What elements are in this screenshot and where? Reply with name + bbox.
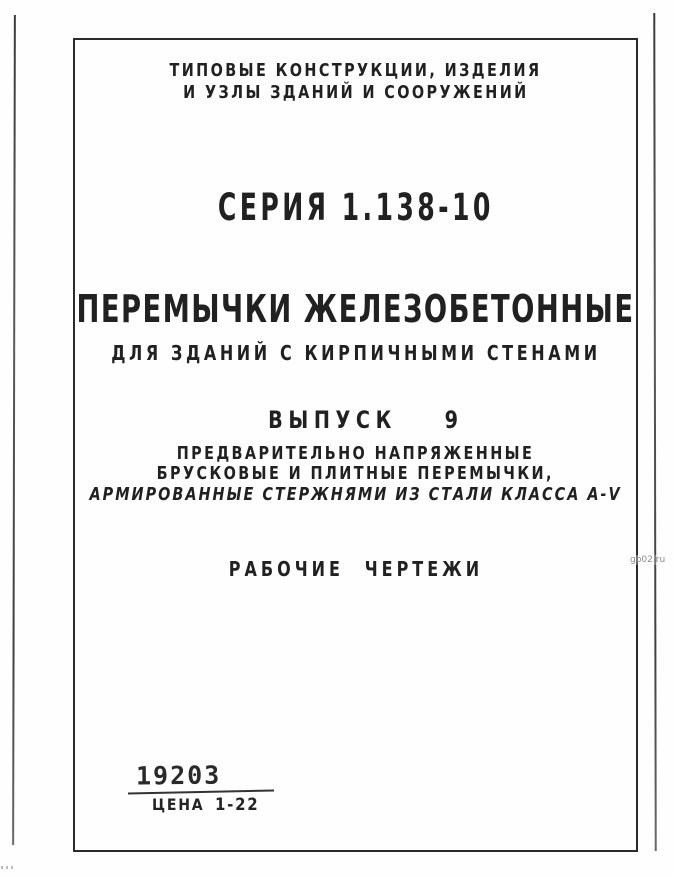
header-line-2 (73, 82, 638, 103)
document-type-line (73, 557, 638, 581)
price-value: 1-22 (214, 795, 260, 815)
issue-description-line-3 (73, 484, 638, 505)
document-title-text: ПЕРЕМЫЧКИ ЖЕЛЕЗОБЕТОННЫЕ (76, 287, 635, 331)
issue-line (73, 406, 638, 434)
scan-noise (1, 866, 15, 869)
document-subtitle (73, 341, 638, 365)
price-line (152, 795, 259, 815)
issue-description-line-1 (73, 443, 638, 464)
series-number (73, 186, 638, 229)
price-label: ЦЕНА (152, 795, 205, 814)
issue-description-line-3-text: АРМИРОВАННЫЕ СТЕРЖНЯМИ ИЗ СТАЛИ КЛАССА А-V (89, 484, 622, 505)
series-number-text: СЕРИЯ 1.138-10 (217, 186, 494, 229)
stamp-number: 19203 (135, 760, 222, 791)
document-type-text: РАБОЧИЕ ЧЕРТЕЖИ (228, 557, 483, 581)
site-watermark: gb02.ru (630, 555, 666, 565)
header-line-1-text: ТИПОВЫЕ КОНСТРУКЦИИ, ИЗДЕЛИЯ (169, 60, 542, 81)
issue-description-line-2-text: БРУСКОВЫЕ И ПЛИТНЫЕ ПЕРЕМЫЧКИ, (156, 463, 555, 484)
header-line-2-text: И УЗЛЫ ЗДАНИЙ И СООРУЖЕНИЙ (182, 82, 529, 103)
scan-edge-line-right (653, 13, 656, 851)
document-subtitle-text: ДЛЯ ЗДАНИЙ С КИРПИЧНЫМИ СТЕНАМИ (110, 341, 601, 365)
document-title (73, 287, 638, 331)
header-line-1 (73, 60, 638, 81)
scan-edge-line-left (12, 15, 16, 845)
issue-number: 9 (444, 406, 458, 434)
issue-label: ВЫПУСК (267, 406, 397, 434)
issue-description-line-1-text: ПРЕДВАРИТЕЛЬНО НАПРЯЖЕННЫЕ (176, 443, 535, 464)
issue-description-line-2 (73, 463, 638, 484)
